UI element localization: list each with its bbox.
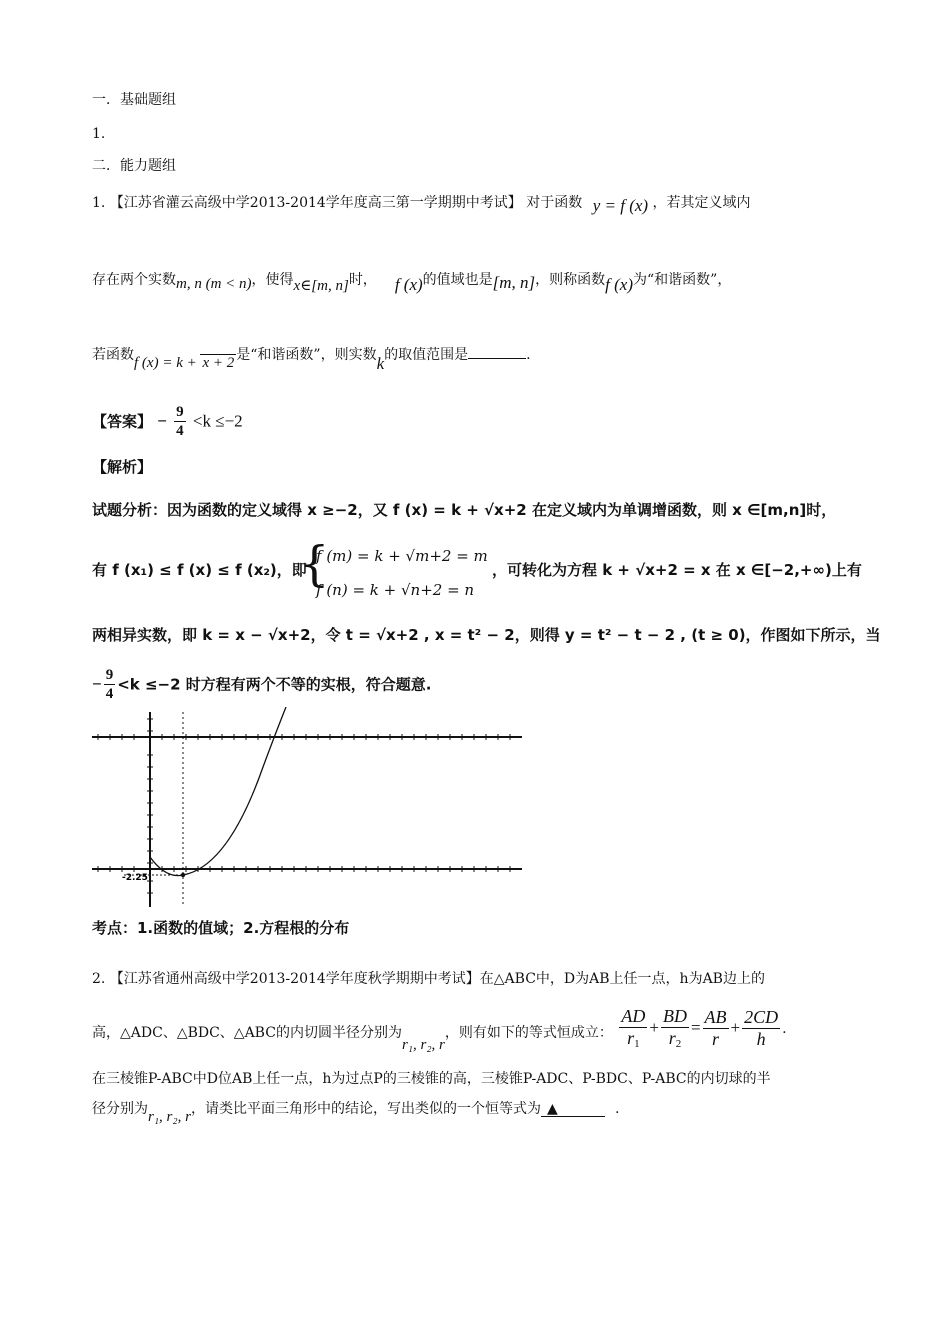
analysis-p4 <box>92 667 431 703</box>
answer-fraction-num: 9 <box>176 404 184 420</box>
q1-line3-m1: f (x) = k + <box>134 355 201 371</box>
analysis-p3: 两相异实数，即 k = x − √x+2，令 t = √x+2 , x = t² − 2，则得 y = t² − t − 2 , (t ≥ 0)，作图如下所示，当 <box>92 626 881 644</box>
answer-label: 【答案】 <box>92 412 153 431</box>
kaodian: 考点：1.函数的值域；2.方程根的分布 <box>92 919 350 937</box>
vertex-point <box>181 873 185 877</box>
q1-line2-d: 的值域也是 <box>422 272 493 288</box>
q1-line2-m5: f (x) <box>605 275 634 294</box>
q1-line3-a: 若函数 <box>92 347 134 363</box>
frac-bd-den <box>667 1028 684 1051</box>
p4-fraction-den: 4 <box>105 685 114 702</box>
q1-line1-prefix: 1. 【江苏省灌云高级中学2013-2014学年度高三第一学期期中考试】 对于函数 <box>92 195 583 211</box>
frac-ab-r <box>703 1008 729 1050</box>
q1-line2 <box>92 270 732 294</box>
triangle-mark-icon: ▲ <box>546 1101 558 1117</box>
frac-2cd-h <box>742 1008 780 1050</box>
q1-line2-m2: x∈[m, n] <box>293 278 349 294</box>
p4-fraction <box>104 667 116 703</box>
frac-ab-num: AB <box>704 1006 727 1027</box>
frac-ad-num: AD <box>621 1006 646 1026</box>
q2-line2-a: 高，△ADC、△BDC、△ABC的内切圆半径分别为 <box>92 1024 402 1041</box>
q1-line1-suffix: ，若其定义域内 <box>652 195 751 211</box>
analysis-p2-a: 有 f (x₁) ≤ f (x) ≤ f (x₂)，即 <box>92 561 307 579</box>
equals: = <box>690 1017 701 1037</box>
p4-fraction-num: 9 <box>105 667 114 683</box>
q2-answer-blank <box>541 1102 605 1117</box>
q1-line1-math: y = f (x) <box>592 196 649 215</box>
parabola-curve <box>150 707 286 876</box>
ylabel-min: -2.25 <box>122 873 148 883</box>
section2-title: 二．能力题组 <box>92 158 176 174</box>
frac-2cd-den: h <box>756 1028 766 1049</box>
q2-line4 <box>92 1101 620 1125</box>
q1-answer-blank <box>468 346 526 359</box>
q2-line4-r: r₁, r₂, r <box>148 1109 191 1125</box>
answer-minus: − <box>157 411 167 431</box>
q1-line2-e: ，则称函数 <box>535 272 606 288</box>
frac-bd-r2 <box>661 1007 689 1051</box>
frac-2cd-num: 2CD <box>744 1006 779 1027</box>
system-row1: f (m) = k + √m+2 = m <box>316 547 488 565</box>
q1-line2-m4: [m, n] <box>492 273 536 292</box>
q2-line1: 2. 【江苏省通州高级中学2013-2014学年度秋学期期中考试】在△ABC中，D为AB上任一点，h为AB边上的 <box>92 971 765 987</box>
q2-line2-b: ，则有如下的等式恒成立： <box>444 1024 613 1041</box>
frac-bd-den-sub: 2 <box>675 1037 682 1050</box>
frac-ad-r1 <box>619 1007 647 1051</box>
function-graph <box>88 707 528 912</box>
q1-line3 <box>92 345 531 373</box>
p4-minus: − <box>92 674 102 694</box>
q1-line1 <box>92 193 751 215</box>
q1-line3-end: . <box>526 347 531 363</box>
analysis-p2-b: ，可转化为方程 k + √x+2 = x 在 x ∈[−2,+∞)上有 <box>492 561 862 579</box>
answer-rest: <k ≤−2 <box>192 411 243 431</box>
answer-fraction <box>174 404 186 440</box>
q1-line2-m3: f (x) <box>394 275 423 294</box>
frac-ad-den <box>625 1028 642 1051</box>
answer-fraction-den: 4 <box>176 422 184 439</box>
q1-line3-b: 是“和谐函数”，则实数 <box>236 347 377 363</box>
q1-line2-c: 时， <box>348 272 377 288</box>
frac-bd-den-r: r <box>668 1027 676 1048</box>
q1-line2-f: 为“和谐函数”， <box>633 272 732 288</box>
frac-ab-den: r <box>712 1028 720 1049</box>
q1-line2-a: 存在两个实数 <box>92 272 176 288</box>
plus-2: + <box>730 1017 741 1037</box>
system-brace: { <box>299 536 330 592</box>
q1-line3-sqrt: x + 2 <box>202 355 235 371</box>
x-axis-ticks <box>98 719 510 893</box>
frac-bd-num: BD <box>662 1006 687 1026</box>
q2-line2 <box>92 1007 787 1053</box>
frac-ad-den-sub: 1 <box>634 1037 640 1050</box>
q2-line4-b: ，请类比平面三角形中的结论，写出类似的一个恒等式为 <box>190 1101 541 1117</box>
frac-ad-den-r: r <box>627 1027 635 1048</box>
q2-line3: 在三棱锥P-ABC中D位AB上任一点，h为过点P的三棱锥的高，三棱锥P-ADC、P-BDC、P-ABC的内切球的半 <box>92 1071 771 1087</box>
section1-item: 1. <box>92 126 106 142</box>
answer-line <box>92 404 243 440</box>
analysis-label: 【解析】 <box>92 458 153 476</box>
system-row2: f (n) = k + √n+2 = n <box>316 581 475 599</box>
section1-title: 一．基础题组 <box>92 92 176 108</box>
plus-1: + <box>649 1017 659 1037</box>
q2-line4-end: . <box>614 1101 620 1117</box>
p4-rest: <k ≤−2 时方程有两个不等的实根，符合题意. <box>117 675 432 694</box>
q1-line2-m1: m, n (m < n) <box>176 276 252 292</box>
q2-line2-r: r₁, r₂, r <box>401 1036 445 1053</box>
analysis-p1: 试题分析：因为函数的定义域得 x ≥−2，又 f (x) = k + √x+2 在定义域内为单调增函数，则 x ∈[m,n]时， <box>92 501 837 519</box>
q2-line4-a: 径分别为 <box>92 1101 148 1117</box>
q1-line3-c: 的取值范围是 <box>384 347 469 363</box>
q1-line2-b: ，使得 <box>251 272 294 288</box>
q2-line2-dot: . <box>782 1020 787 1037</box>
q1-line3-m2: k <box>376 354 385 373</box>
